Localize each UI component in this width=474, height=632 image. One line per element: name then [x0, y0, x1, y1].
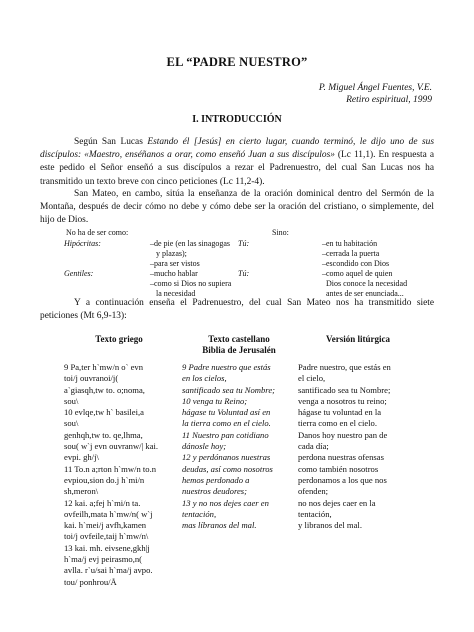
liturgical-line: Danos hoy nuestro pan de [298, 429, 388, 440]
si-label: Sino: [272, 228, 289, 237]
paragraph-lucas-quote: Estando él [Jesús] en cierto lugar, cuando terminó, le dijo uno de sus discípulos: «Maestro, enséñanos a orar, como enseñó Juan a sus discípulos» [40, 137, 434, 161]
liturgical-line: no nos dejes caer en la [298, 497, 376, 508]
hipocritas-item: –para ser vistos [150, 259, 200, 268]
liturgical-version-column [298, 362, 420, 531]
paragraph-mateo: San Mateo, en cambo, sitúa la enseñanza de la oración dominical dentro del Sermón de la Montaña, después de decir cómo no debe y cómo debe ser la oración del cristiano, o simplemente, del hijo de Dios. [40, 189, 434, 226]
spanish-line: hágase tu Voluntad así en [182, 407, 271, 418]
column-heading-griego: Texto griego [95, 334, 143, 344]
greek-line: ovfeilh,mata h`mw/n( w`j [64, 508, 153, 519]
spanish-line: santificado sea tu Nombre; [182, 384, 276, 395]
tu-item: –cerrada la puerta [322, 249, 380, 258]
spanish-line: 10 venga tu Reino; [182, 395, 248, 406]
column-heading-castellano-title: Texto castellano [208, 334, 270, 344]
spanish-line: mas líbranos del mal. [182, 520, 257, 531]
liturgical-line: y libranos del mal. [298, 520, 362, 531]
tu-label: Tú: [238, 239, 250, 248]
paragraph-padrenuestro-intro: Y a continuación enseña el Padrenuestro, del cual San Mateo nos ha transmitido siete peticiones (Mt 6,9-13): [40, 298, 434, 322]
greek-line: sh,meron\ [64, 486, 99, 497]
gentiles-item: la necesidad [156, 289, 196, 298]
liturgical-line: cada día; [298, 441, 329, 452]
tu-label: Tú: [238, 269, 250, 278]
hipocritas-item: y plazas); [156, 249, 187, 258]
hipocritas-item: –de pie (en las sinagogas [150, 239, 230, 248]
liturgical-line: tentación, [298, 508, 332, 519]
paragraph-lucas-intro: Según San Lucas [74, 137, 148, 147]
spanish-line: en los cielos, [182, 373, 227, 384]
spanish-line: la tierra como en el cielo. [182, 418, 271, 429]
spanish-line: dánosle hoy; [182, 441, 227, 452]
greek-line: evpi. gh/j\ [64, 452, 99, 463]
document-title: EL “PADRE NUESTRO” [166, 55, 308, 69]
liturgical-line: tierra como en el cielo. [298, 418, 377, 429]
greek-line: toi/j ouvranoi/j( [64, 373, 119, 384]
greek-line: kai. h`mei/j avfh,kamen [64, 520, 147, 531]
greek-line: 10 evlqe,tw h` basilei,a [64, 407, 144, 418]
greek-line: sou( w`j evn ouvranw/| kai. [64, 441, 159, 452]
column-heading-liturgica: Versión litúrgica [326, 334, 390, 344]
greek-line: toi/j ovfeile,taij h`mw/n\ [64, 531, 149, 542]
spanish-line: nuestros deudores; [182, 486, 248, 497]
greek-line: a`giasqh,tw to. o;noma, [64, 384, 145, 395]
no-label: No ha de ser como: [66, 228, 129, 237]
gentiles-label: Gentiles: [64, 269, 94, 278]
paragraph-lucas-end: (Lc 11,1). En respuesta a este pedido el Señor enseñó a sus discípulos a rezar el Padrenuestro, del cual San Lucas nos ha transmitido un texto breve con cinco peticiones (Lc 11,2-4). [40, 150, 434, 187]
spanish-line: hemos perdonado a [182, 474, 250, 485]
column-heading-castellano [180, 334, 298, 356]
liturgical-line: ofenden; [298, 486, 329, 497]
greek-line: avlla. r`u/sai h`ma/j avpo. [64, 565, 153, 576]
spanish-line: 11 Nuestro pan cotidiano [182, 429, 269, 440]
liturgical-line: el cielo, [298, 373, 326, 384]
author-name: P. Miguel Ángel Fuentes, V.E. [318, 83, 432, 93]
greek-line: 13 kai. mh. eivsene,gkh|j [64, 542, 150, 553]
greek-text-column [64, 362, 176, 588]
liturgical-line: como también nosotros [298, 463, 379, 474]
source-line: Retiro espiritual, 1999 [346, 95, 432, 105]
spanish-line: deudas, así como nosotros [182, 463, 273, 474]
liturgical-line: perdona nuestras ofensas [298, 452, 384, 463]
greek-line: 9 Pa,ter h`mw/n o` evn [64, 362, 143, 372]
gentiles-item: –mucho hablar [150, 269, 198, 278]
greek-line: sou\ [64, 418, 79, 429]
liturgical-line: venga a nosotros tu reino; [298, 395, 387, 406]
liturgical-line: santificado sea tu Nombre; [298, 384, 391, 395]
tu-item: Dios conoce la necesidad [326, 279, 408, 288]
greek-line: 11 To.n a;rton h`mw/n to.n [64, 463, 157, 474]
greek-line: h`ma/j evj peirasmo,n( [64, 554, 143, 565]
tu-item: –en tu habitación [322, 239, 378, 248]
greek-line: sou\ [64, 395, 79, 406]
liturgical-line: hágase tu voluntad en la [298, 407, 382, 418]
greek-line: evpiou,sion do.j h`mi/n [64, 474, 145, 485]
greek-line: 12 kai. a;fej h`mi/n ta. [64, 497, 141, 508]
tu-item: –escondido con Dios [322, 259, 390, 268]
spanish-line: 13 y no nos dejes caer en [182, 497, 269, 508]
tu-item: antes de ser enunciada... [326, 289, 404, 298]
spanish-line: 12 y perdónanos nuestras [182, 452, 271, 463]
section-heading: I. INTRODUCCIÓN [192, 114, 282, 125]
tu-item: –como aquel de quien [322, 269, 393, 278]
gentiles-item: –como si Dios no supiera [150, 279, 232, 288]
greek-line: tou/ ponhrou/Å [64, 576, 117, 587]
liturgical-line: Padre nuestro, que estás en [298, 362, 391, 372]
hipocritas-label: Hipócritas: [64, 239, 101, 248]
spanish-line: tentación, [182, 508, 217, 519]
greek-line: genhqh,tw to. qe,lhma, [64, 429, 143, 440]
column-heading-castellano-subtitle: Biblia de Jerusalén [202, 345, 276, 355]
liturgical-line: perdonamos a los que nos [298, 474, 387, 485]
spanish-jerusalem-column [182, 362, 296, 531]
spanish-line: 9 Padre nuestro que estás [182, 362, 271, 372]
